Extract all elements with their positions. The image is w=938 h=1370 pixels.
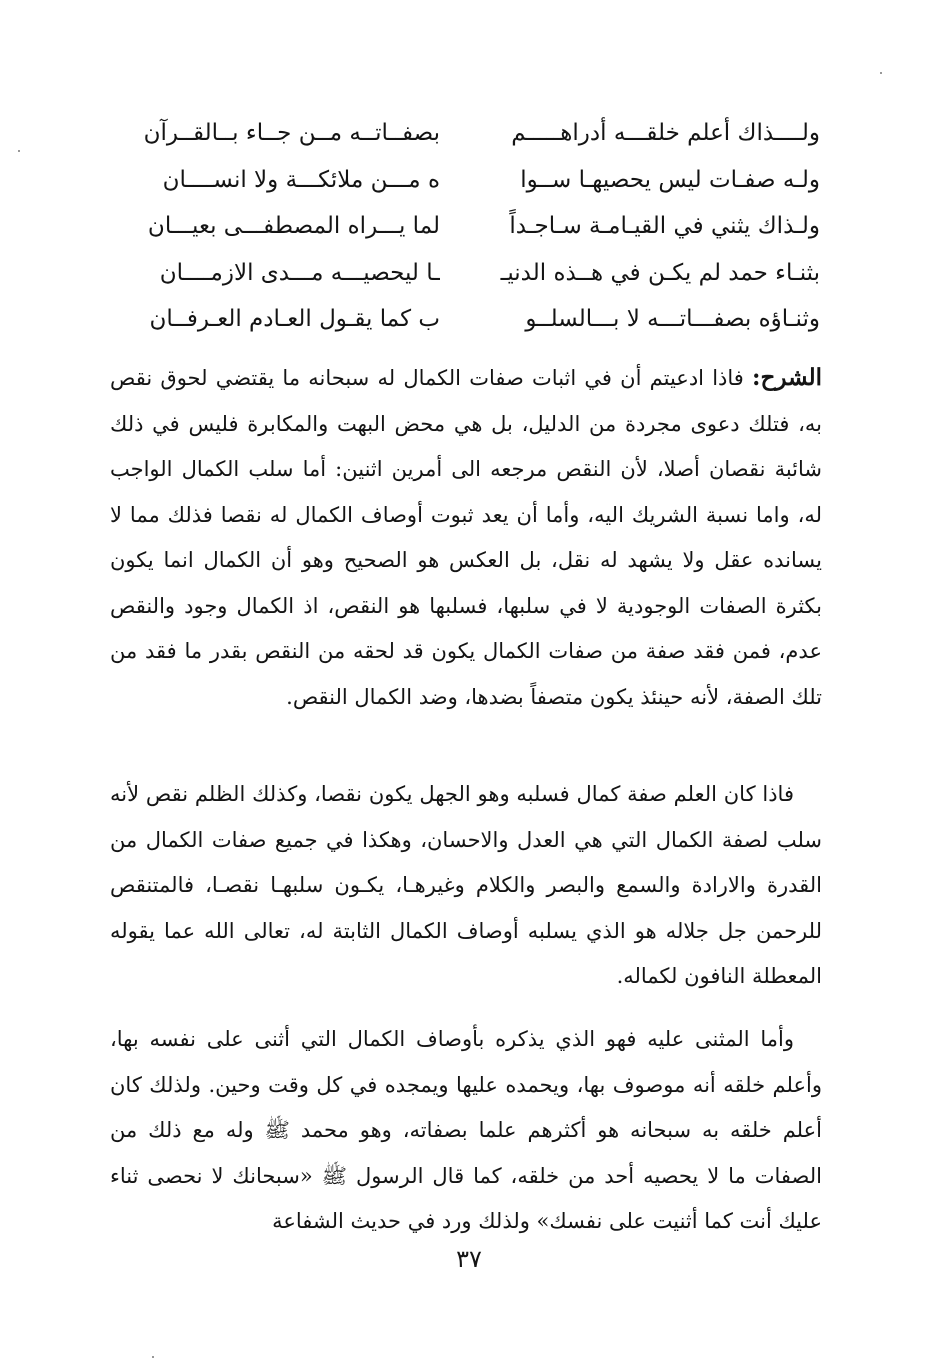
commentary-paragraph: [110, 355, 822, 720]
paragraph-text: [110, 1017, 822, 1245]
verse-row: [110, 296, 820, 343]
verse-first-hemistich: ولـه صفـات ليس يحصيهـا ســوا: [520, 166, 820, 193]
verse-second-hemistich: لما يـــراه المصطفـــى بعيـــان: [147, 213, 440, 239]
verse-first-hemistich: ولـذاك يثني في القيـامـة سـاجـداً: [509, 213, 820, 239]
verse-second-hemistich: ـا ليحصيـــه مـــدى الازمــــان: [159, 259, 440, 286]
verse-row: [110, 110, 820, 157]
paragraph: [110, 1017, 822, 1245]
paragraph-body: فاذا كان العلم صفة كمال فسلبه وهو الجهل يكون نقصا، وكذلك الظلم نقص لأنه سلب لصفة الكمال التي هي العدل والاحسان، وهكذا في جميع صفات الكمال من القدرة والارادة والسمع والبصر والكلام وغيرهـا، يكـون سلبهـا نقصـا، فالمتنقص للرحمن جل جلاله هو الذي يسلبه أوصاف الكمال الثابتة له، تعالى الله عما يقوله المعطلة النافون لكماله.: [110, 782, 822, 988]
verse-second-hemistich: بصفــاتــه مــن جــاء بــالقــرآن: [143, 120, 440, 146]
verse-first-hemistich: بثنـاء حمد لم يكـن في هــذه الدنيـ: [500, 259, 820, 286]
paragraph-text: [110, 772, 822, 1000]
verse-row: [110, 157, 820, 204]
paragraph-text: [110, 355, 822, 720]
scan-speck: [18, 150, 20, 152]
verse-row: [110, 250, 820, 297]
paragraph-body: فاذا ادعيتم أن في اثبات صفات الكمال له سبحانه ما يقتضي لحوق نقص به، فتلك دعوى مجردة من الدليل، بل هي محض البهت والمكابرة فليس في ذلك شائبة نقصان أصلا، لأن النقص مرجعه الى أمرين اثنين: أما سلب الكمال الواجب له، واما نسبة الشريك اليه، وأما أن يعد ثبوت أوصاف الكمال له نقصا فذلك مما لا يسانده عقل ولا يشهد له نقل، بل العكس هو الصحيح وهو أن الكمال انما يكون بكثرة الصفات الوجودية لا في سلبها، فسلبها هو النقص، اذ الكمال وجود والنقص عدم، فمن فقد صفة من صفات الكمال يكون قد لحقه من النقص بقدر ما فقد من تلك الصفة، لأنه حينئذ يكون متصفاً بضدها، وضد الكمال النقص.: [110, 366, 822, 709]
scan-speck: [880, 72, 882, 74]
scan-speck: [152, 1356, 154, 1358]
verse-first-hemistich: وثنـاؤه بصفـــاتـــه لا بـــالسلــو: [525, 306, 820, 332]
verse-second-hemistich: ه مـــن ملائكـــة ولا انســــان: [162, 166, 440, 193]
verse-first-hemistich: ولــــذاك أعلم خلقـــه أدراهـــــم: [511, 120, 820, 146]
verse-second-hemistich: ب كما يقـول العـادم العـرفــان: [149, 306, 440, 332]
poem-verses: [110, 110, 820, 343]
verse-row: [110, 203, 820, 250]
page-number: ٣٧: [456, 1245, 482, 1273]
paragraph-body: وأما المثنى عليه فهو الذي يذكره بأوصاف الكمال التي أثنى على نفسه بها، وأعلم خلقه أنه موصوف بها، ويحمده عليها ويمجده في كل وقت وحين. ولذلك كان أعلم خلقه به سبحانه هو أكثرهم علما بصفاته، وهو محمد ﷺ وله مع ذلك من الصفات ما لا يحصيه أحد من خلقه، كما قال الرسول ﷺ «سبحانك لا نحصى ثناء عليك أنت كما أثنيت على نفسك» ولذلك ورد في حديث الشفاعة: [110, 1027, 822, 1233]
paragraph: [110, 772, 822, 1000]
commentary-label: الشرح:: [752, 364, 822, 391]
